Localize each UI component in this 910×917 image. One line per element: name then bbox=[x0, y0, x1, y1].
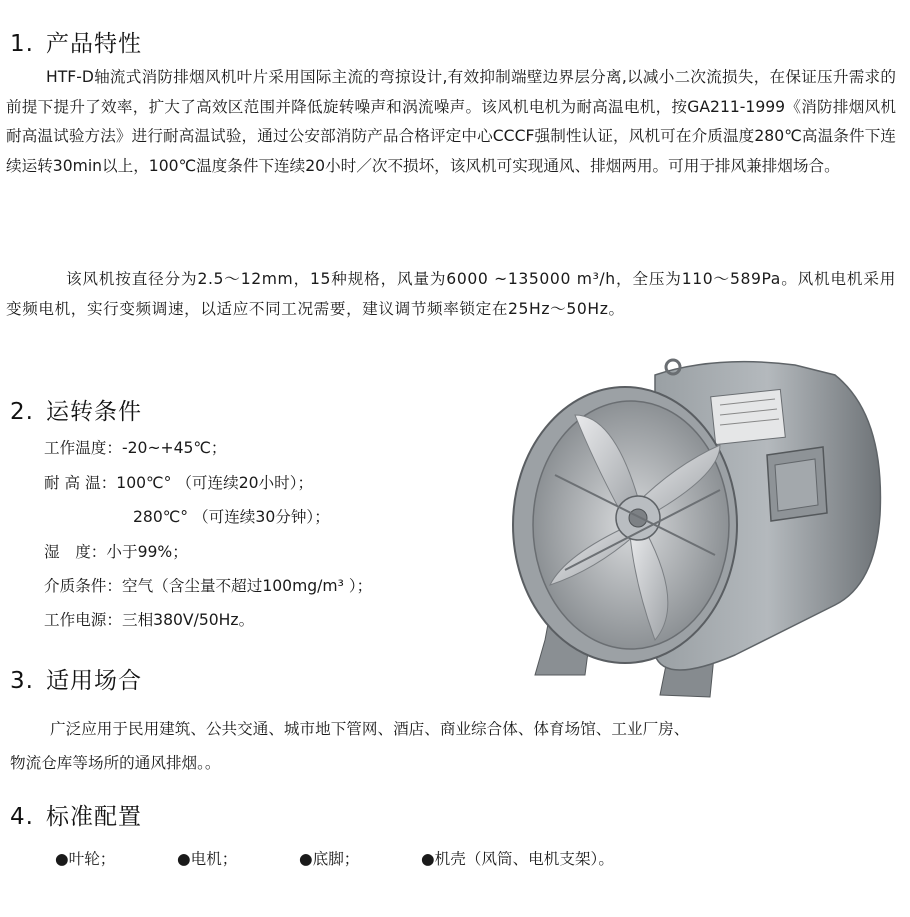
applications-line-2: 物流仓库等场所的通风排烟。。 bbox=[10, 754, 221, 772]
condition-row: 280℃° （可连续30分钟）； bbox=[133, 508, 330, 526]
condition-row: 工作电源：三相380V/50Hz。 bbox=[44, 611, 255, 629]
section-title: 适用场合 bbox=[46, 668, 142, 694]
section-heading-conditions bbox=[10, 393, 142, 426]
section-number: 3. bbox=[10, 668, 34, 694]
section-title: 标准配置 bbox=[46, 804, 142, 830]
config-item-base: ●底脚； bbox=[299, 850, 360, 868]
section-number: 1. bbox=[10, 31, 34, 57]
condition-row: 工作温度：-20~+45℃； bbox=[44, 439, 227, 457]
config-item-motor: ●电机； bbox=[177, 850, 238, 868]
section-title: 运转条件 bbox=[46, 399, 142, 425]
config-item-casing: ●机壳（风筒、电机支架）。 bbox=[421, 850, 614, 868]
features-paragraph-2: 该风机按直径分为2.5～12mm，15种规格，风量为6000 ~135000 m³/h，全压为110～589Pa。风机电机采用变频电机，实行变频调速，以适应不同工况需要，建议调节频率锁定在25Hz～50Hz。 bbox=[6, 270, 896, 318]
config-list bbox=[55, 847, 614, 869]
section-number: 4. bbox=[10, 804, 34, 830]
condition-row: 耐 高 温：100℃° （可连续20小时）； bbox=[44, 474, 314, 492]
config-item-impeller: ●叶轮； bbox=[55, 850, 116, 868]
section-heading-applications bbox=[10, 662, 142, 695]
condition-row: 湿 度：小于99%； bbox=[44, 543, 188, 561]
condition-row: 介质条件：空气（含尘量不超过100mg/m³ ）； bbox=[44, 577, 373, 595]
section-number: 2. bbox=[10, 399, 34, 425]
features-paragraph-1: HTF-D轴流式消防排烟风机叶片采用国际主流的弯掠设计,有效抑制端壁边界层分离,以减小二次流损失，在保证压升需求的前提下提升了效率，扩大了高效区范围并降低旋转噪声和涡流噪声。该风机电机为耐高温电机，按GA211-1999《消防排烟风机耐高温试验方法》进行耐高温试验，通过公安部消防产品合格评定中心CCCF强制性认证，风机可在介质温度280℃高温条件下连续运转30min以上，100℃温度条件下连续20小时／次不损坏，该风机可实现通风、排烟两用。可用于排风兼排烟场合。 bbox=[6, 68, 896, 175]
section-title: 产品特性 bbox=[46, 31, 142, 57]
section-heading-config bbox=[10, 798, 142, 831]
axial-fan-photo bbox=[505, 355, 900, 700]
applications-line-1: 广泛应用于民用建筑、公共交通、城市地下管网、酒店、商业综合体、体育场馆、工业厂房、 bbox=[50, 720, 690, 738]
section-heading-features bbox=[10, 25, 142, 58]
